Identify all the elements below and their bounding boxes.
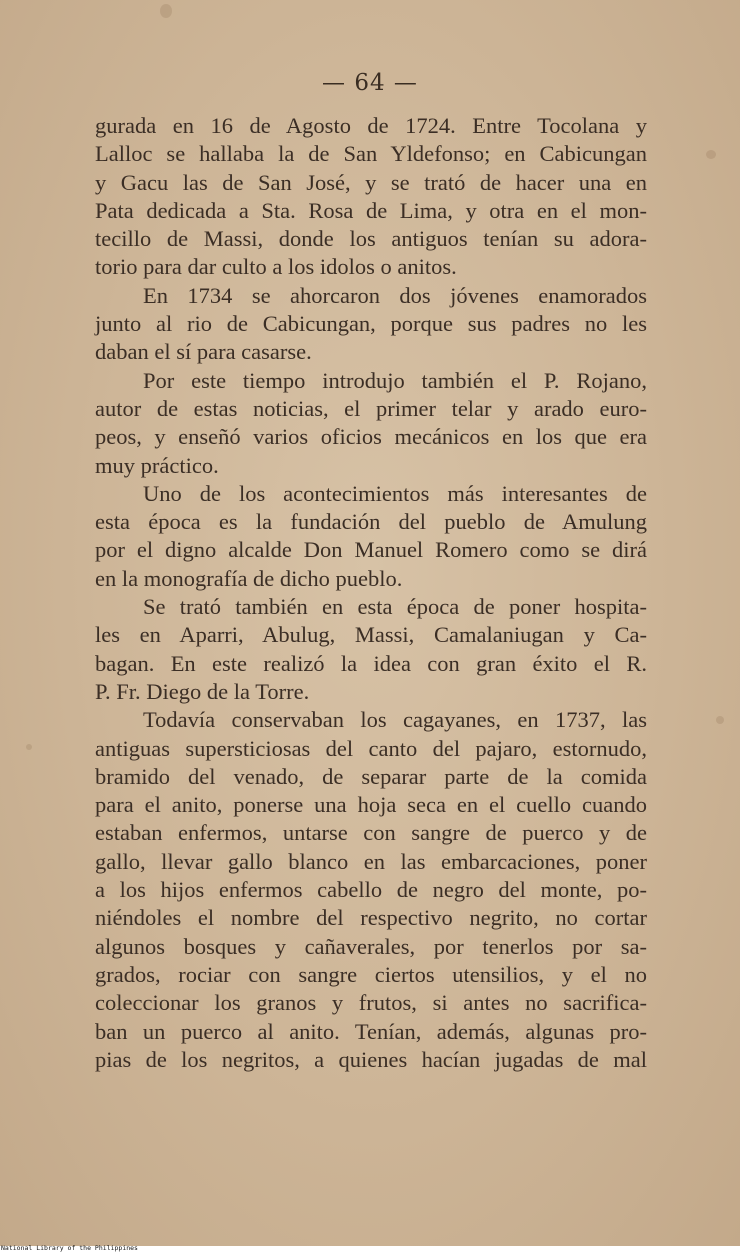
text-line: gallo, llevar gallo blanco en las embarcaciones, poner xyxy=(95,848,647,874)
text-line: Todavía conservaban los cagayanes, en 1737, las xyxy=(143,707,647,733)
paper-stain xyxy=(160,4,172,18)
text-line: Se trató también en esta época de poner hospita- xyxy=(143,594,647,620)
text-line: Pata dedicada a Sta. Rosa de Lima, y otra en el mon- xyxy=(95,197,647,223)
text-line: pias de los negritos, a quienes hacían jugadas de mal xyxy=(95,1046,647,1072)
text-line: les en Aparri, Abulug, Massi, Camalaniugan y Ca- xyxy=(95,622,647,648)
text-line: Por este tiempo introdujo también el P. Rojano, xyxy=(143,367,647,393)
text-line: para el anito, ponerse una hoja seca en el cuello cuando xyxy=(95,792,647,818)
text-line: Lalloc se hallaba la de San Yldefonso; en Cabicungan xyxy=(95,141,647,167)
text-line: bramido del venado, de separar parte de la comida xyxy=(95,763,647,789)
text-line: a los hijos enfermos cabello de negro del monte, po- xyxy=(95,877,647,903)
text-line: gurada en 16 de Agosto de 1724. Entre Tocolana y xyxy=(95,113,647,138)
text-line: niéndoles el nombre del respectivo negrito, no cortar xyxy=(95,905,647,931)
text-line: esta época es la fundación del pueblo de Amulung xyxy=(95,509,647,535)
paper-stain xyxy=(706,150,716,159)
body-text xyxy=(95,112,647,1074)
text-line: antiguas supersticiosas del canto del pajaro, estornudo, xyxy=(95,735,647,761)
text-line: autor de estas noticias, el primer telar y arado euro- xyxy=(95,395,647,421)
paragraph xyxy=(95,367,647,480)
paragraph xyxy=(95,282,647,367)
text-line: daban el sí para casarse. xyxy=(95,339,312,365)
paper-stain xyxy=(26,744,32,750)
text-line: junto al rio de Cabicungan, porque sus padres no les xyxy=(95,311,647,337)
text-line: ban un puerco al anito. Tenían, además, algunas pro- xyxy=(95,1018,647,1044)
text-line: bagan. En este realizó la idea con gran éxito el R. xyxy=(95,650,647,676)
text-line: Uno de los acontecimientos más interesantes de xyxy=(143,480,647,506)
text-line: estaban enfermos, untarse con sangre de puerco y de xyxy=(95,820,647,846)
text-line: por el digno alcalde Don Manuel Romero como se dirá xyxy=(95,537,647,563)
text-line: y Gacu las de San José, y se trató de hacer una en xyxy=(95,169,647,195)
paragraph xyxy=(95,706,647,1074)
paragraph xyxy=(95,593,647,706)
text-line: torio para dar culto a los idolos o anitos. xyxy=(95,254,457,280)
paragraph xyxy=(95,112,647,282)
text-line: grados, rociar con sangre ciertos utensilios, y el no xyxy=(95,961,647,987)
text-line: tecillo de Massi, donde los antiguos tenían su adora- xyxy=(95,226,647,252)
paragraph xyxy=(95,480,647,593)
page-number: — 64 — xyxy=(322,70,418,96)
text-line: en la monografía de dicho pueblo. xyxy=(95,565,403,591)
library-credit: National Library of the Philippines xyxy=(1,1244,138,1252)
text-line: muy práctico. xyxy=(95,452,219,478)
text-line: coleccionar los granos y frutos, si antes no sacrifica- xyxy=(95,990,647,1016)
text-line: En 1734 se ahorcaron dos jóvenes enamorados xyxy=(143,282,647,308)
text-line: peos, y enseñó varios oficios mecánicos en los que era xyxy=(95,424,647,450)
text-line: P. Fr. Diego de la Torre. xyxy=(95,678,310,704)
paper-stain xyxy=(716,716,724,724)
text-line: algunos bosques y cañaverales, por tenerlos por sa- xyxy=(95,933,647,959)
